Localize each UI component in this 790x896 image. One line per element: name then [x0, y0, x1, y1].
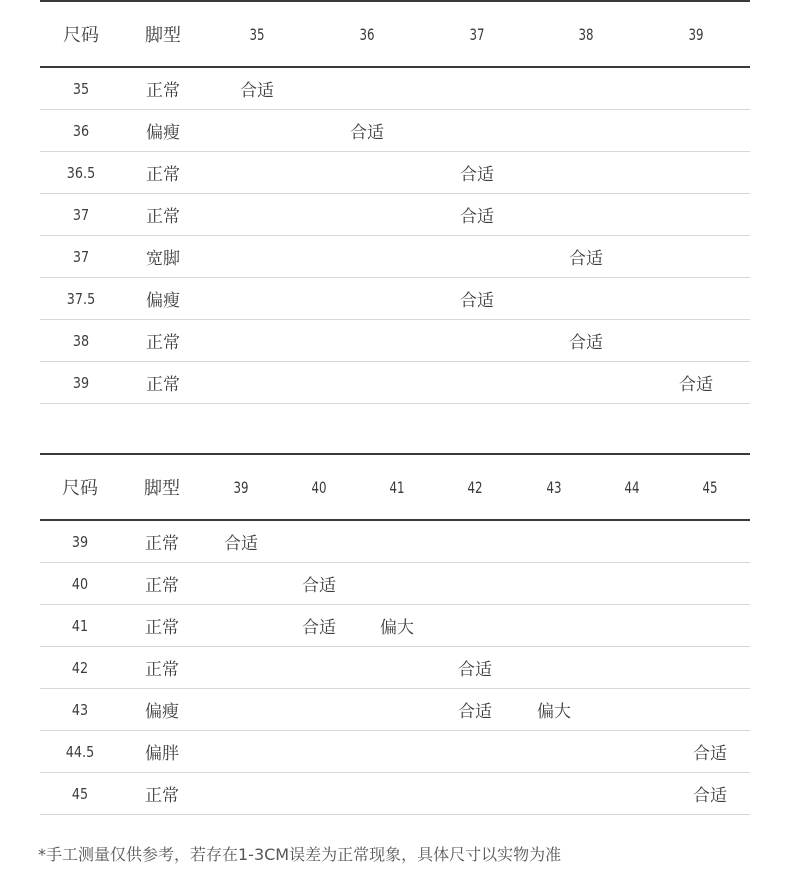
- size-cell: 43: [71, 700, 89, 719]
- table-header: [40, 455, 750, 521]
- table-row: [40, 689, 750, 731]
- foot-type-cell: 正常: [146, 165, 180, 185]
- size-cell: 45: [71, 784, 89, 803]
- fit-cell: 合适: [458, 702, 492, 722]
- header-size-column: 38: [578, 24, 594, 44]
- table-row: [40, 194, 750, 236]
- fit-cell: 合适: [302, 618, 336, 638]
- foot-type-cell: 正常: [145, 618, 179, 638]
- header-size: 尺码: [63, 25, 99, 46]
- table-row: [40, 362, 750, 404]
- footnote: *手工测量仅供参考，若存在1-3CM误差为正常现象，具体尺寸以实物为准: [38, 845, 562, 864]
- header-size-column: 39: [688, 24, 704, 44]
- fit-cell: 合适: [569, 333, 603, 353]
- table-row: [40, 152, 750, 194]
- foot-type-cell: 正常: [145, 786, 179, 806]
- foot-type-cell: 正常: [146, 207, 180, 227]
- table-row: [40, 278, 750, 320]
- table-row: [40, 731, 750, 773]
- fit-cell: 合适: [224, 534, 258, 554]
- fit-cell: 合适: [693, 786, 727, 806]
- size-cell: 37: [72, 205, 90, 224]
- size-table-small: [40, 0, 750, 404]
- foot-type-cell: 偏瘦: [145, 702, 179, 722]
- header-size-column: 36: [359, 24, 375, 44]
- foot-type-cell: 正常: [146, 375, 180, 395]
- header-size-column: 37: [469, 24, 485, 44]
- size-cell: 39: [72, 373, 90, 392]
- size-cell: 36: [72, 121, 90, 140]
- table-row: [40, 647, 750, 689]
- size-cell: 38: [72, 331, 90, 350]
- header-size-column: 41: [389, 477, 405, 497]
- size-cell: 37: [72, 247, 90, 266]
- header-size-column: 43: [546, 477, 562, 497]
- header-size-column: 39: [233, 477, 249, 497]
- size-cell: 36.5: [66, 163, 96, 182]
- header-foot-type: 脚型: [144, 478, 180, 499]
- table-row: [40, 563, 750, 605]
- size-cell: 42: [71, 658, 89, 677]
- header-size-column: 42: [467, 477, 483, 497]
- fit-cell: 合适: [458, 660, 492, 680]
- foot-type-cell: 宽脚: [146, 249, 180, 269]
- fit-cell: 合适: [302, 576, 336, 596]
- size-cell: 40: [71, 574, 89, 593]
- header-foot-type: 脚型: [145, 25, 181, 46]
- header-size-column: 40: [311, 477, 327, 497]
- foot-type-cell: 正常: [145, 576, 179, 596]
- fit-cell: 偏大: [537, 702, 571, 722]
- fit-cell: 合适: [693, 744, 727, 764]
- size-cell: 44.5: [65, 742, 95, 761]
- table-row: [40, 521, 750, 563]
- header-size-column: 45: [702, 477, 718, 497]
- foot-type-cell: 偏胖: [145, 744, 179, 764]
- table-row: [40, 605, 750, 647]
- table-row: [40, 68, 750, 110]
- header-size: 尺码: [62, 478, 98, 499]
- table-header: [40, 2, 750, 68]
- fit-cell: 合适: [460, 291, 494, 311]
- size-cell: 41: [71, 616, 89, 635]
- header-size-column: 35: [249, 24, 265, 44]
- header-size-column: 44: [624, 477, 640, 497]
- table-row: [40, 320, 750, 362]
- table-row: [40, 110, 750, 152]
- foot-type-cell: 正常: [146, 333, 180, 353]
- fit-cell: 合适: [569, 249, 603, 269]
- foot-type-cell: 正常: [145, 660, 179, 680]
- fit-cell: 合适: [460, 207, 494, 227]
- table-row: [40, 773, 750, 815]
- table-row: [40, 236, 750, 278]
- foot-type-cell: 偏瘦: [146, 291, 180, 311]
- foot-type-cell: 正常: [146, 81, 180, 101]
- size-cell: 39: [71, 532, 89, 551]
- fit-cell: 合适: [460, 165, 494, 185]
- foot-type-cell: 偏瘦: [146, 123, 180, 143]
- fit-cell: 偏大: [380, 618, 414, 638]
- size-table-large: [40, 453, 750, 815]
- size-cell: 37.5: [66, 289, 96, 308]
- fit-cell: 合适: [679, 375, 713, 395]
- foot-type-cell: 正常: [145, 534, 179, 554]
- fit-cell: 合适: [240, 81, 274, 101]
- size-cell: 35: [72, 79, 90, 98]
- fit-cell: 合适: [350, 123, 384, 143]
